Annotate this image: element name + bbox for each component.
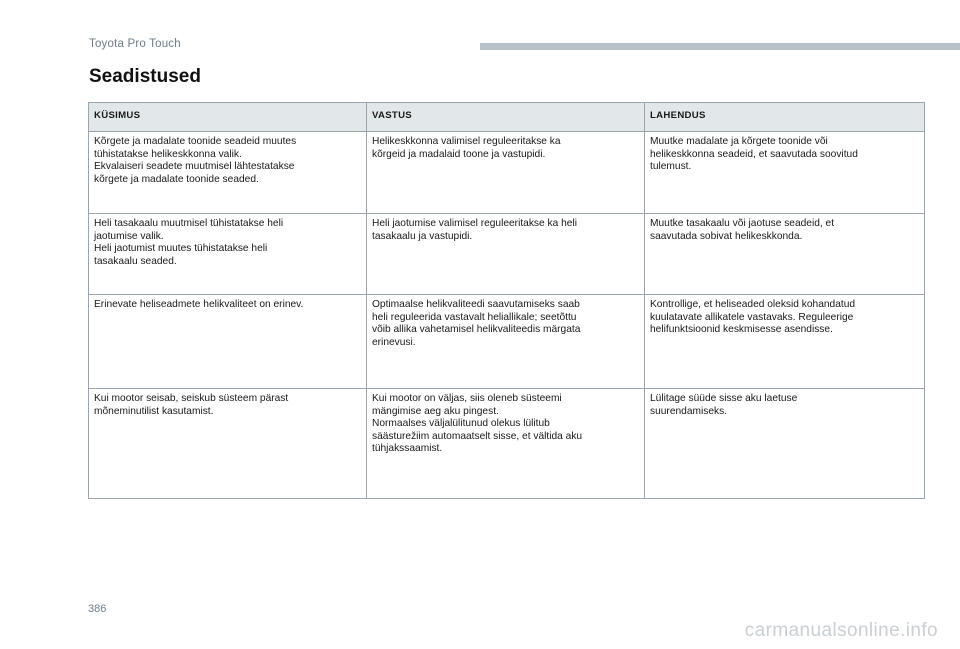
cell-lahendus (645, 295, 925, 389)
cell-line: saavutada sobivat helikeskkonda. (650, 230, 803, 242)
cell-line: Kui mootor on väljas, siis oleneb süsteemi (372, 393, 562, 404)
table-row (89, 389, 925, 499)
table-row (89, 295, 925, 389)
cell-line: tühistatakse helikeskkonna valik. (94, 148, 242, 160)
table-body (89, 132, 925, 499)
cell-line: võib allika vahetamisel helikvaliteedis märgata (372, 324, 581, 336)
cell-line: Heli jaotumist muutes tühistatakse heli (94, 243, 268, 255)
cell-line: mängimise aeg aku pingest. (372, 405, 499, 417)
cell-line: erinevusi. (372, 336, 416, 348)
table-header-row (89, 103, 925, 132)
cell-line: heli reguleerida vastavalt heliallikale; seetõttu (372, 311, 577, 323)
cell-line: tühjakssaamist. (372, 443, 443, 455)
header-accent-bar (480, 43, 960, 50)
cell-line: Optimaalse helikvaliteedi saavutamiseks saab (372, 299, 580, 310)
cell-line: tulemust. (650, 161, 692, 173)
cell-vastus (367, 132, 645, 214)
column-header-lahendus: LAHENDUS (645, 103, 925, 132)
cell-kysimus (89, 214, 367, 295)
cell-vastus (367, 214, 645, 295)
cell-lahendus (645, 214, 925, 295)
cell-line: suurendamiseks. (650, 405, 728, 417)
section-title: Seadistused (89, 66, 201, 87)
cell-line: tasakaalu seaded. (94, 255, 177, 267)
cell-line: kuulatavate allikatele vastavaks. Reguleerige (650, 311, 854, 323)
page-number: 386 (88, 603, 107, 615)
cell-line: tasakaalu ja vastupidi. (372, 230, 473, 242)
cell-line: Lülitage süüde sisse aku laetuse (650, 393, 798, 404)
cell-line: Muutke tasakaalu või jaotuse seadeid, et (650, 218, 835, 229)
cell-line: kõrgete ja madalate toonide seaded. (94, 173, 259, 185)
cell-vastus (367, 295, 645, 389)
column-header-kysimus: KÜSIMUS (89, 103, 367, 132)
cell-kysimus (89, 389, 367, 499)
cell-line: mõneminutilist kasutamist. (94, 405, 214, 417)
cell-line: jaotumise valik. (94, 230, 164, 242)
cell-line: Erinevate heliseadmete helikvaliteet on erinev. (94, 299, 304, 310)
cell-line: Kui mootor seisab, seiskub süsteem pärast (94, 393, 289, 404)
cell-line: säästurežiim automaatselt sisse, et vältida aku (372, 430, 583, 442)
cell-line: Heli tasakaalu muutmisel tühistatakse heli (94, 218, 284, 229)
cell-line: Helikeskkonna valimisel reguleeritakse ka (372, 136, 561, 147)
cell-line: Kontrollige, et heliseaded oleksid kohandatud (650, 299, 856, 310)
cell-kysimus (89, 295, 367, 389)
cell-line: Kõrgete ja madalate toonide seadeid muutes (94, 136, 297, 147)
cell-line: Ekvalaiseri seadete muutmisel lähtestatakse (94, 161, 295, 173)
watermark: carmanualsonline.info (744, 620, 938, 641)
cell-lahendus (645, 132, 925, 214)
cell-kysimus (89, 132, 367, 214)
document-header-title: Toyota Pro Touch (89, 38, 181, 50)
cell-line: Heli jaotumise valimisel reguleeritakse ka heli (372, 218, 577, 229)
cell-lahendus (645, 389, 925, 499)
cell-line: kõrgeid ja madalaid toone ja vastupidi. (372, 148, 546, 160)
column-header-vastus: VASTUS (367, 103, 645, 132)
cell-line: Normaalses väljalülitunud olekus lülitub (372, 418, 550, 430)
cell-line: Muutke madalate ja kõrgete toonide või (650, 136, 828, 147)
table-row (89, 214, 925, 295)
troubleshooting-table (88, 102, 925, 499)
cell-line: helifunktsioonid keskmisesse asendisse. (650, 324, 833, 336)
cell-vastus (367, 389, 645, 499)
table-row (89, 132, 925, 214)
table-header (89, 103, 925, 132)
cell-line: helikeskkonna seadeid, et saavutada soovitud (650, 148, 858, 160)
